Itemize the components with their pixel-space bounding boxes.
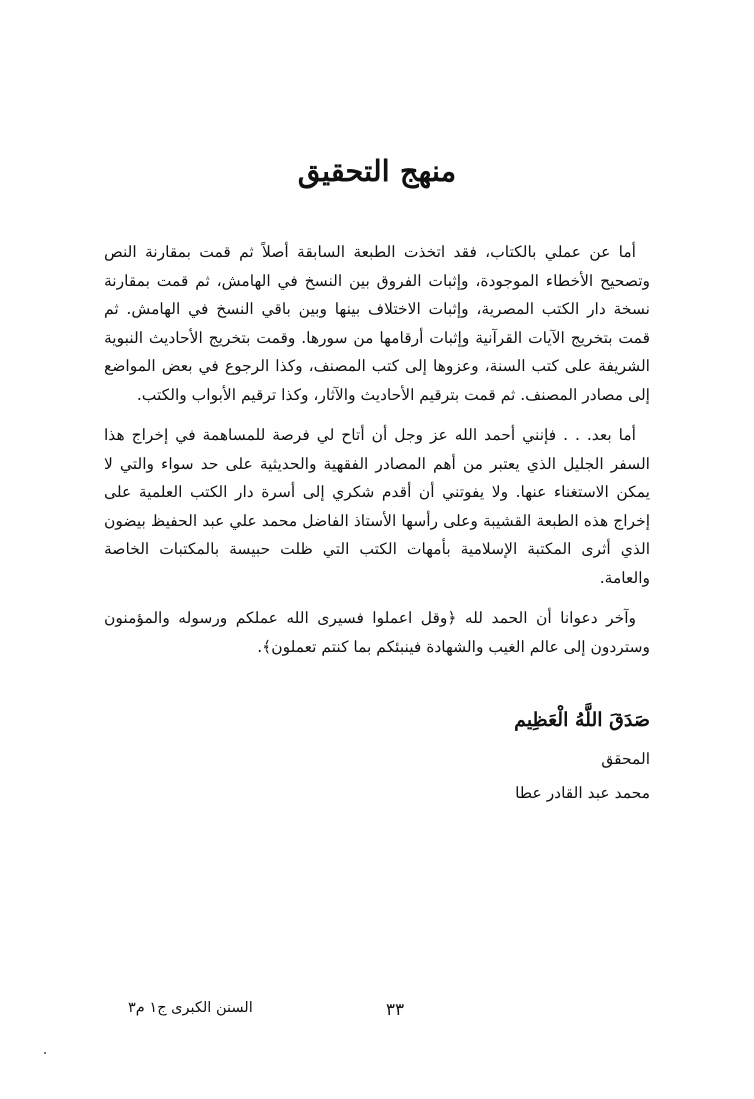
page-number: ٣٣ — [385, 1000, 405, 1020]
section-title: منهج التحقيق — [297, 154, 457, 188]
editor-role: المحقق — [601, 750, 650, 768]
volume-reference: السنن الكبرى ج١ م٣ — [128, 1000, 253, 1016]
editor-name: محمد عبد القادر عطا — [515, 784, 650, 802]
closing-block — [350, 704, 650, 810]
paragraph-acknowledgment: أما بعد. . . فإنني أحمد الله عز وجل أن أتاح لي فرصة للمساهمة في إخراج هذا السفر الجليل الذي يعتبر من أهم المصادر الفقهية والحديثية على حد سواء والتي لا يمكن الاستغناء عنها. ولا يفوتني أن أقدم شكري إلى أسرة دار الكتب العلمية على إخراج هذه الطبعة القشيبة وعلى رأسها الأستاذ الفاضل محمد علي عبد الحفيظ بيضون الذي أثرى المكتبة الإسلامية بأمهات الكتب التي ظلت حبيسة بالمكتبات الخاصة والعامة. — [104, 426, 650, 587]
paragraph-closing-prayer: وآخر دعوانا أن الحمد لله ﴿وقل اعملوا فسيرى الله عملكم ورسوله والمؤمنون وستردون إلى عالم الغيب والشهادة فينبئكم بما كنتم تعملون﴾. — [104, 609, 650, 656]
page-footer — [0, 1000, 754, 1028]
paragraph-methodology: أما عن عملي بالكتاب، فقد اتخذت الطبعة السابقة أصلاً ثم قمت بمقارنة النص وتصحيح الأخطاء الموجودة، وإثبات الفروق بين النسخ في الهامش، ثم قمت بمقارنة نسخة دار الكتب المصرية، وإثبات الاختلاف بينها وبين باقي النسخ في الهامش. ثم قمت بتخريج الآيات القرآنية وإثبات أرقامها من سورها. وقمت بتخريج الأحاديث النبوية الشريفة على كتب السنة، وعزوها إلى كتب المصنف، وكذا الرجوع في بعض المواضع إلى مصادر المصنف. ثم قمت بترقيم الأحاديث والآثار، وكذا ترقيم الأبواب والكتب. — [104, 243, 650, 404]
closing-verse: صَدَقَ اللَّهُ الْعَظِيم — [514, 709, 650, 731]
scan-speck — [44, 1052, 46, 1054]
body-text — [104, 238, 650, 673]
